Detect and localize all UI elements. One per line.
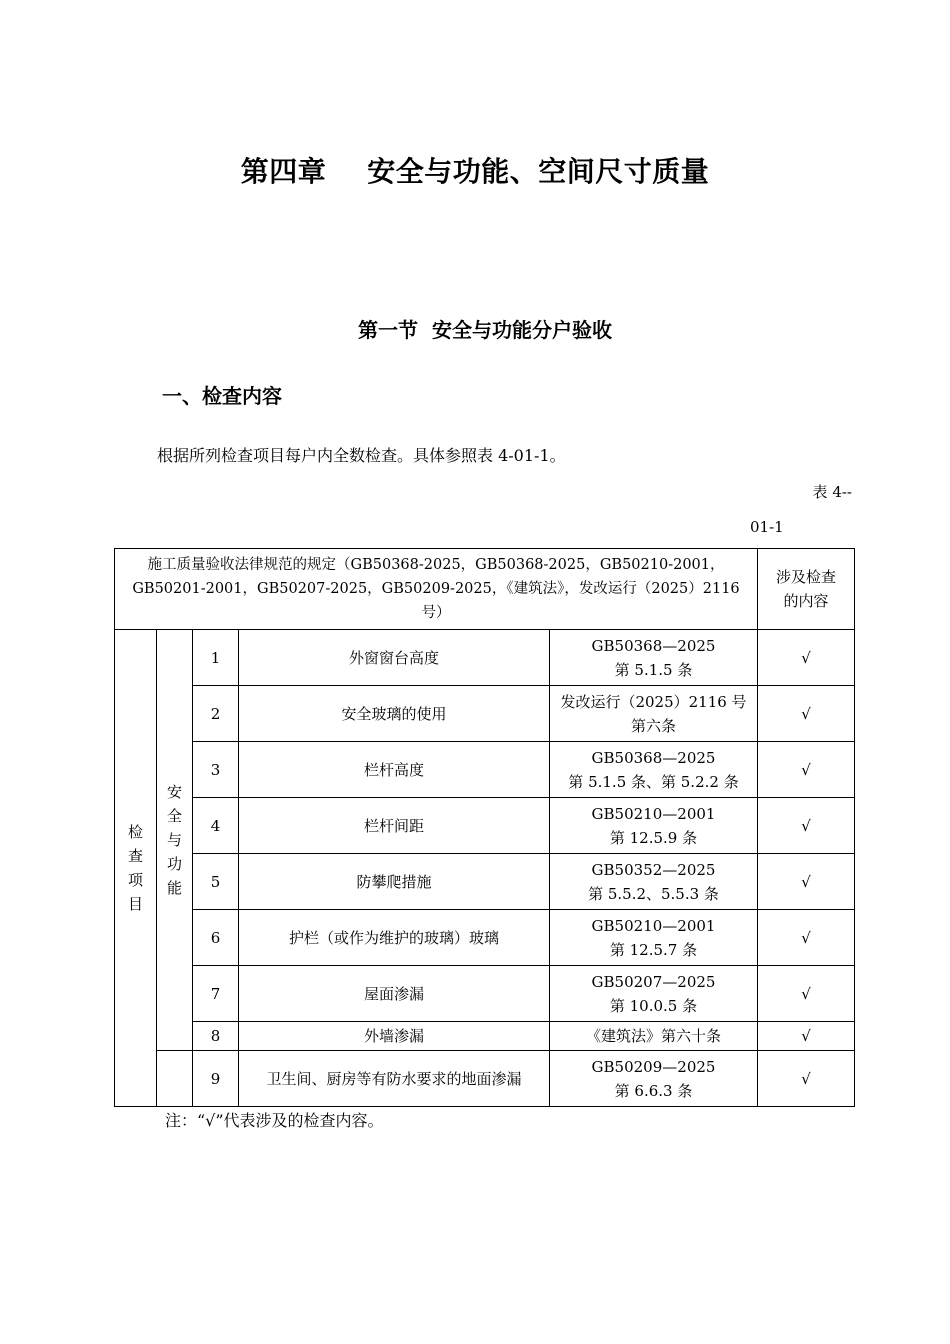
reference-line1: 《建筑法》第六十条 [585, 1027, 721, 1045]
table-row [115, 1051, 855, 1107]
body-paragraph: 根据所列检查项目每户内全数检查。具体参照表 4-01-1。 [157, 446, 566, 465]
category-inner-char: 安 [166, 783, 182, 801]
category-outer-cell [115, 630, 157, 1107]
row-check: √ [758, 1051, 855, 1107]
category-inner-empty-cell [157, 1051, 193, 1107]
row-item: 安全玻璃的使用 [239, 686, 550, 742]
reference-line2: 第六条 [630, 716, 676, 735]
table-row [115, 966, 855, 1022]
header-law-cell: 施工质量验收法律规范的规定（GB50368-2025，GB50368-2025，GB50210-2001，GB50201-2001，GB50207-2025，GB50209-2025，《建筑法》，发改运行（2025）2116 号） [115, 549, 758, 630]
category-inner-cell [157, 630, 193, 1051]
row-check: √ [758, 966, 855, 1022]
category-outer-char: 项 [127, 871, 143, 889]
row-reference [550, 1051, 758, 1107]
row-check: √ [758, 686, 855, 742]
row-reference [550, 798, 758, 854]
row-item: 外墙渗漏 [239, 1022, 550, 1051]
reference-line1: GB50368—2025 [591, 748, 716, 767]
header-scope-cell [758, 549, 855, 630]
table-row [115, 630, 855, 686]
row-check: √ [758, 854, 855, 910]
row-reference [550, 630, 758, 686]
row-check: √ [758, 798, 855, 854]
row-number: 9 [193, 1051, 239, 1107]
category-outer-char: 检 [127, 823, 143, 841]
reference-line2: 第 5.5.2、5.5.3 条 [588, 884, 719, 903]
row-reference [550, 910, 758, 966]
table-row [115, 798, 855, 854]
row-item: 外窗窗台高度 [239, 630, 550, 686]
reference-line1: GB50210—2001 [591, 916, 716, 935]
reference-line1: GB50207—2025 [591, 972, 716, 991]
row-check: √ [758, 742, 855, 798]
row-item: 防攀爬措施 [239, 854, 550, 910]
category-inner-char: 与 [166, 831, 182, 849]
table-note: 注：“√”代表涉及的检查内容。 [165, 1111, 384, 1130]
category-inner-char: 全 [166, 807, 182, 825]
table-header-row [115, 549, 855, 630]
category-outer-char: 目 [127, 895, 143, 913]
row-number: 3 [193, 742, 239, 798]
category-inner-char: 功 [166, 855, 182, 873]
row-number: 6 [193, 910, 239, 966]
chapter-title: 第四章 安全与功能、空间尺寸质量 [240, 155, 710, 188]
row-number: 7 [193, 966, 239, 1022]
row-item: 护栏（或作为维护的玻璃）玻璃 [239, 910, 550, 966]
row-check: √ [758, 910, 855, 966]
row-reference [550, 1022, 758, 1051]
section-title: 第一节 安全与功能分户验收 [358, 318, 612, 342]
row-item: 栏杆高度 [239, 742, 550, 798]
row-reference [550, 966, 758, 1022]
header-scope-line1: 涉及检查 [775, 568, 836, 586]
row-number: 5 [193, 854, 239, 910]
table-row [115, 910, 855, 966]
reference-line2: 第 5.1.5 条 [614, 660, 693, 679]
table-reference-line1: 表 4-- [812, 483, 852, 501]
reference-line1: GB50352—2025 [591, 860, 716, 879]
row-number: 2 [193, 686, 239, 742]
row-number: 8 [193, 1022, 239, 1051]
reference-line1: GB50209—2025 [591, 1057, 716, 1076]
row-item: 栏杆间距 [239, 798, 550, 854]
table-reference-line2: 01-1 [750, 518, 784, 536]
reference-line2: 第 10.0.5 条 [609, 996, 698, 1015]
reference-line1: GB50368—2025 [591, 636, 716, 655]
header-scope-line2: 的内容 [783, 592, 829, 610]
reference-line2: 第 12.5.7 条 [609, 940, 698, 959]
row-number: 1 [193, 630, 239, 686]
inspection-table [114, 548, 855, 1107]
table-row [115, 1022, 855, 1051]
reference-line2: 第 5.1.5 条、第 5.2.2 条 [568, 772, 739, 791]
row-reference [550, 686, 758, 742]
row-reference [550, 854, 758, 910]
row-item: 卫生间、厨房等有防水要求的地面渗漏 [239, 1051, 550, 1107]
reference-line2: 第 6.6.3 条 [614, 1081, 693, 1100]
category-inner-char: 能 [166, 879, 182, 897]
row-item: 屋面渗漏 [239, 966, 550, 1022]
reference-line1: 发改运行（2025）2116 号 [560, 692, 747, 711]
category-outer-char: 查 [127, 847, 143, 865]
table-row [115, 686, 855, 742]
reference-line1: GB50210—2001 [591, 804, 716, 823]
row-number: 4 [193, 798, 239, 854]
reference-line2: 第 12.5.9 条 [609, 828, 698, 847]
table-row [115, 742, 855, 798]
subsection-title: 一、检查内容 [162, 384, 282, 408]
row-check: √ [758, 630, 855, 686]
row-check: √ [758, 1022, 855, 1051]
table-row [115, 854, 855, 910]
row-reference [550, 742, 758, 798]
